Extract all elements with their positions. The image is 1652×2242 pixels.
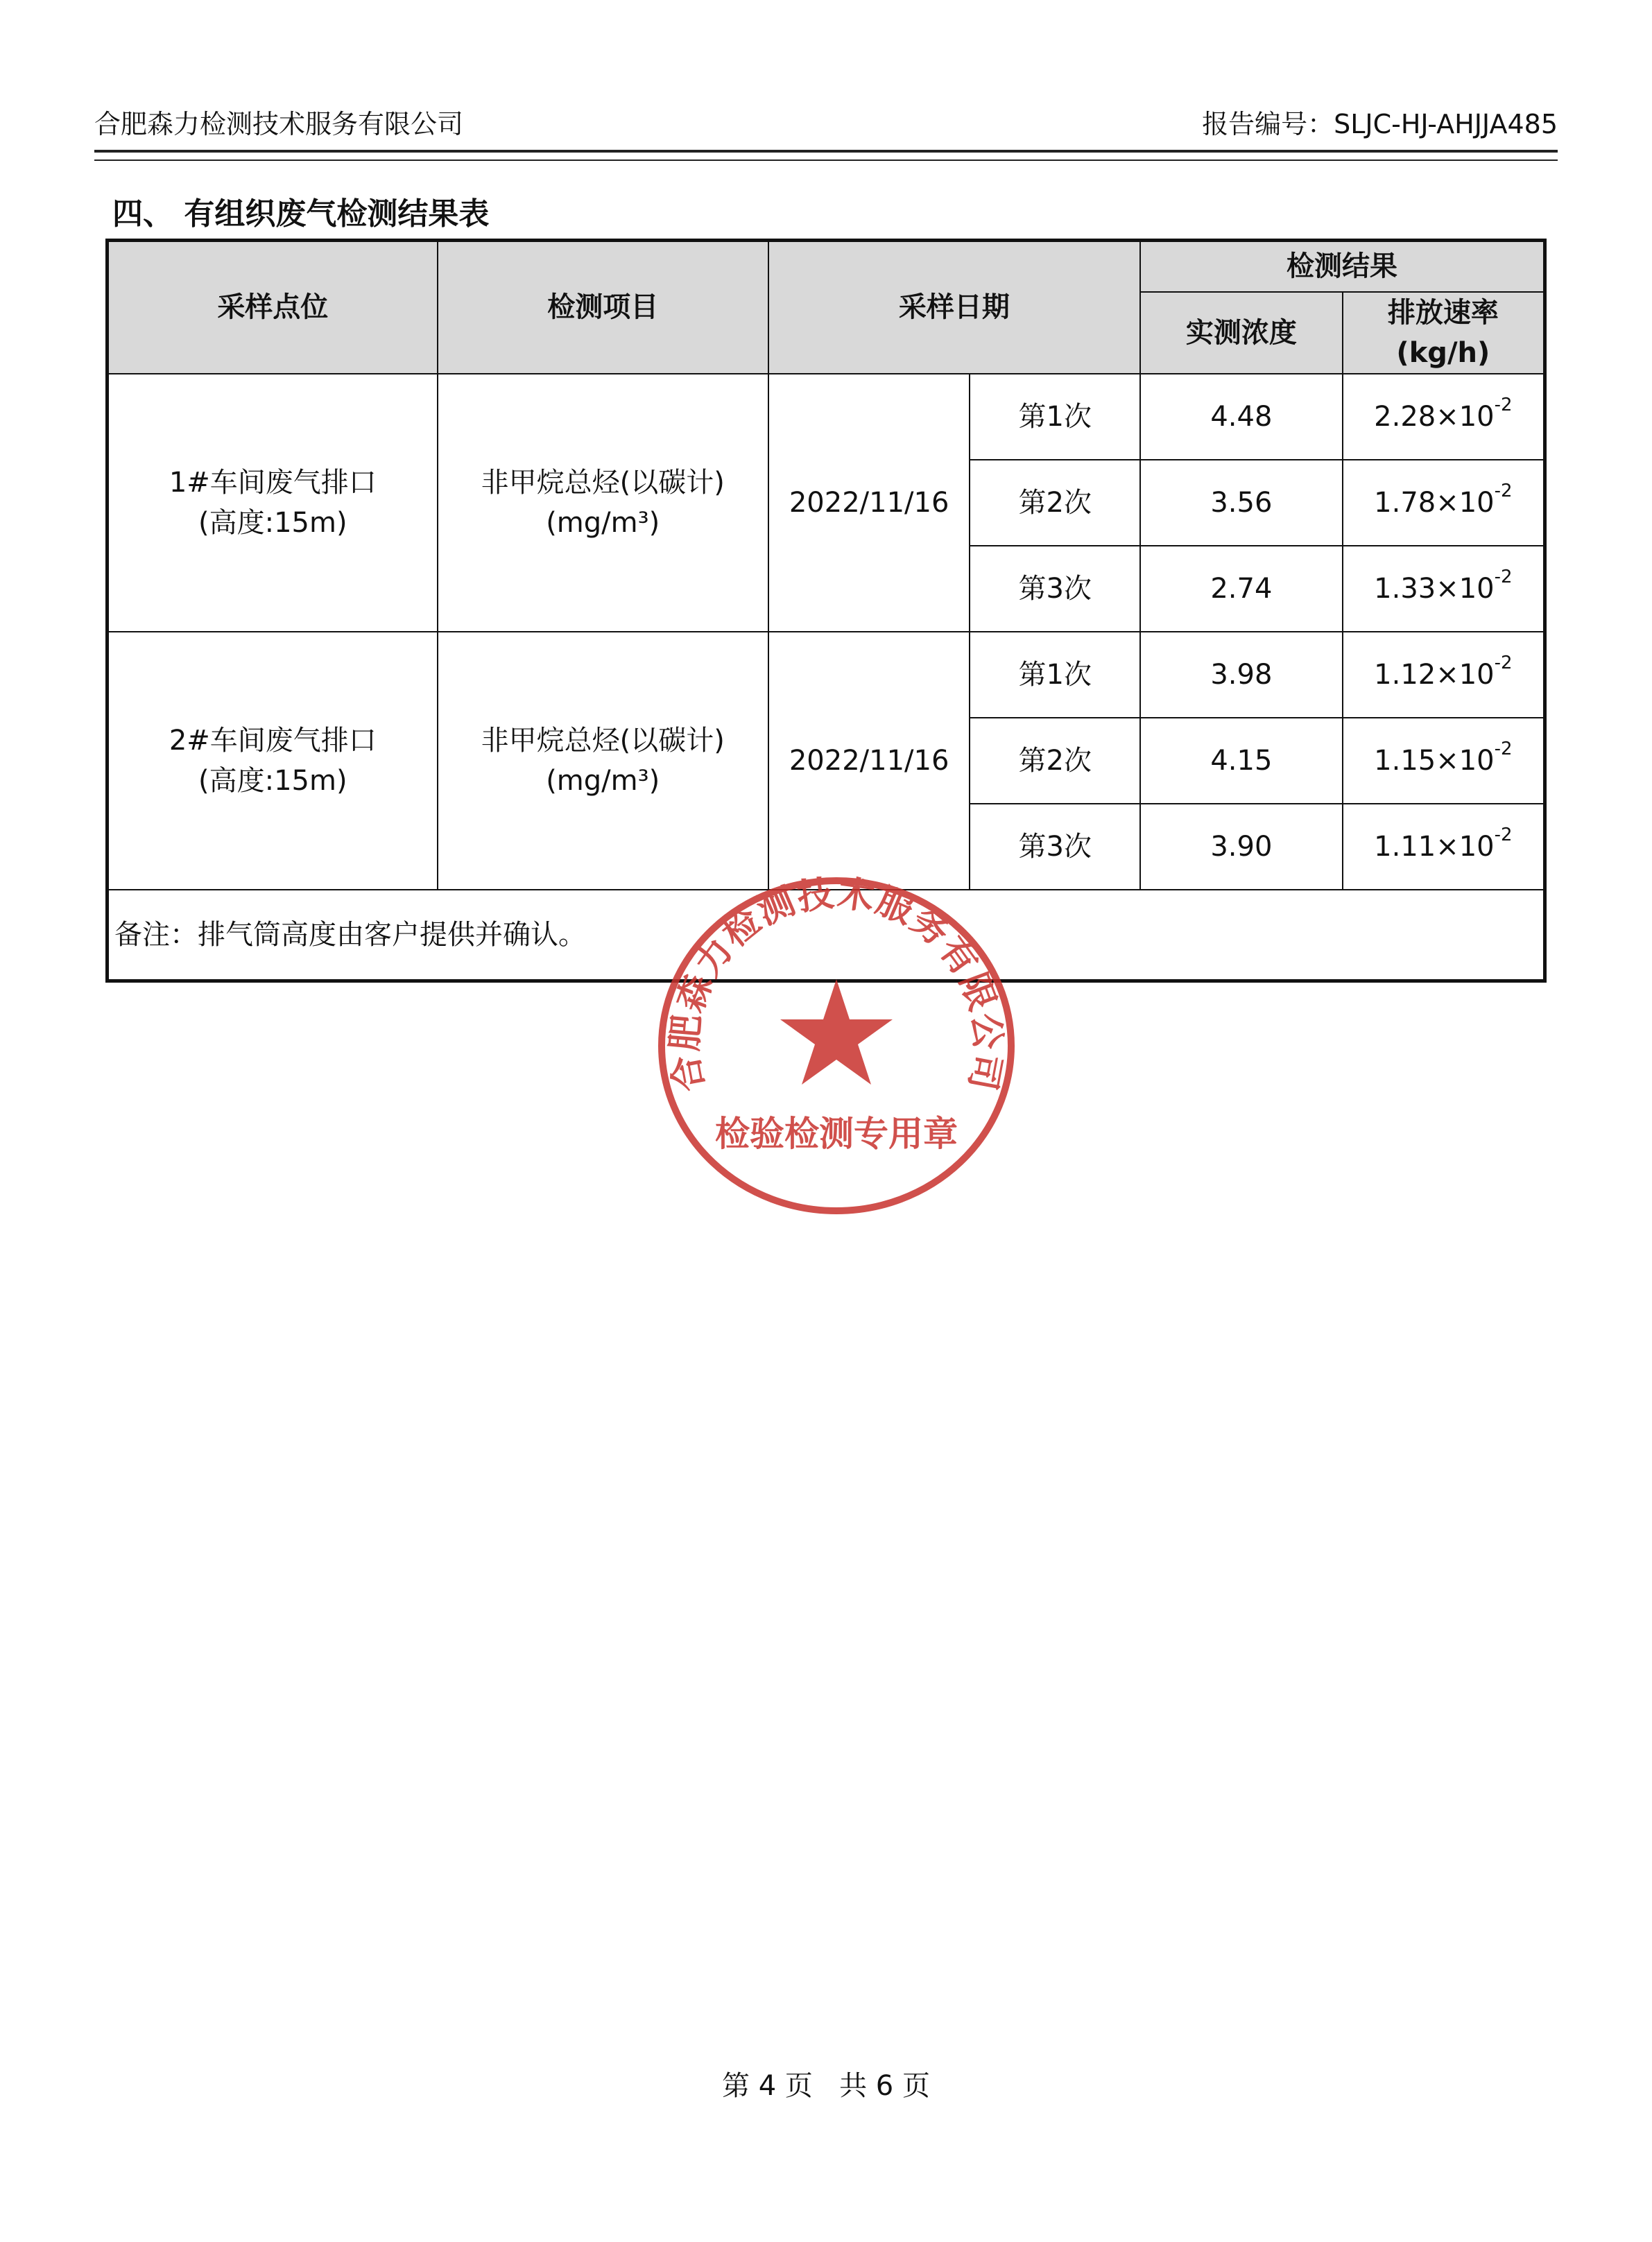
rate-cell: $2.28\times 10^{-2}$	[1343, 374, 1545, 460]
item-cell: 非甲烷总烃(以碳计) (mg/m³)	[438, 374, 768, 632]
concentration-cell: 3.98	[1140, 632, 1343, 718]
location-cell: 1#车间废气排口 (高度:15m)	[107, 374, 438, 632]
concentration-cell: 4.48	[1140, 374, 1343, 460]
concentration-cell: 3.90	[1140, 804, 1343, 890]
header-date: 采样日期	[768, 241, 1140, 374]
page-footer: 第 4 页 共 6 页	[722, 2070, 930, 2102]
table-row	[107, 632, 1545, 718]
concentration-cell: 2.74	[1140, 546, 1343, 632]
header-location: 采样点位	[107, 241, 438, 374]
item-cell: 非甲烷总烃(以碳计) (mg/m³)	[438, 632, 768, 890]
header-company: 合肥森力检测技术服务有限公司	[94, 109, 464, 139]
run-cell: 第2次	[970, 718, 1140, 804]
table-row	[107, 374, 1545, 460]
concentration-cell: 4.15	[1140, 718, 1343, 804]
run-cell: 第1次	[970, 632, 1140, 718]
header-rule-thin	[94, 159, 1558, 161]
header-result: 检测结果	[1140, 241, 1545, 292]
header-report-number: 报告编号：SLJC-HJ-AHJJA485	[1202, 109, 1558, 139]
location-cell: 2#车间废气排口 (高度:15m)	[107, 632, 438, 890]
rate-cell: $1.15\times 10^{-2}$	[1343, 718, 1545, 804]
section-title: 四、 有组织废气检测结果表	[112, 196, 490, 232]
date-cell: 2022/11/16	[768, 374, 970, 632]
results-table	[105, 239, 1547, 983]
company-seal	[655, 874, 1018, 1218]
header-item: 检测项目	[438, 241, 768, 374]
run-cell: 第3次	[970, 546, 1140, 632]
run-cell: 第1次	[970, 374, 1140, 460]
run-cell: 第3次	[970, 804, 1140, 890]
rate-cell: $1.12\times 10^{-2}$	[1343, 632, 1545, 718]
date-cell: 2022/11/16	[768, 632, 970, 890]
rate-cell: $1.78\times 10^{-2}$	[1343, 460, 1545, 546]
svg-text:合肥森力检测技术服务有限公司: 合肥森力检测技术服务有限公司	[663, 874, 1010, 1095]
svg-text:检验检测专用章: 检验检测专用章	[715, 1113, 958, 1154]
table-note: 备注：排气筒高度由客户提供并确认。	[107, 890, 1545, 981]
run-cell: 第2次	[970, 460, 1140, 546]
concentration-cell: 3.56	[1140, 460, 1343, 546]
rate-cell: $1.11\times 10^{-2}$	[1343, 804, 1545, 890]
header-rule-thick	[94, 150, 1558, 153]
rate-cell: $1.33\times 10^{-2}$	[1343, 546, 1545, 632]
header-concentration: 实测浓度	[1140, 292, 1343, 374]
header-rate: 排放速率 (kg/h)	[1343, 292, 1545, 374]
